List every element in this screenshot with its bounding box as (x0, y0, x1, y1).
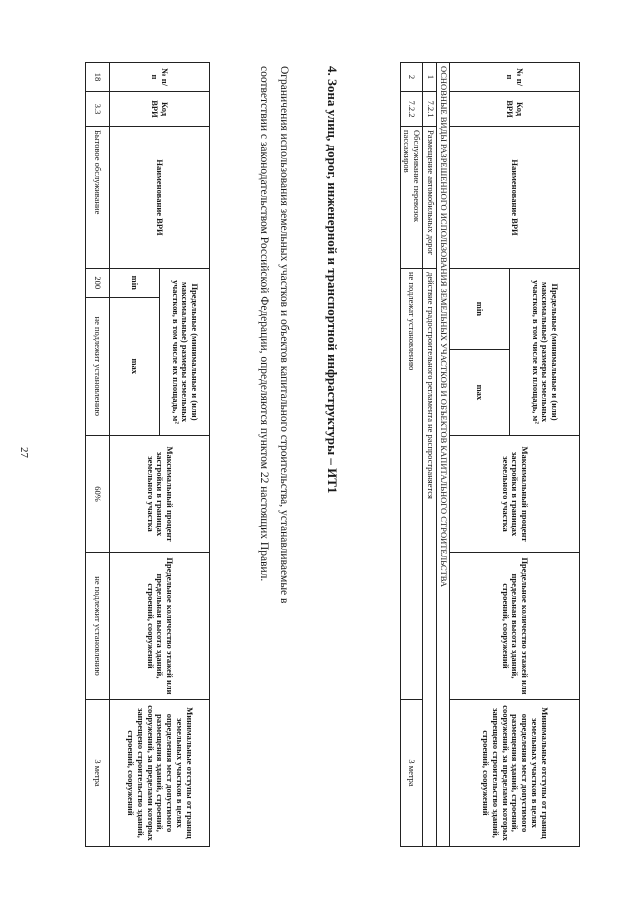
row-code: 7.2.1 (423, 92, 437, 127)
table-row (86, 63, 110, 847)
row-name: Размещение автомобильных дорог (423, 127, 437, 269)
section-band: ОСНОВНЫЕ ВИДЫ РАЗРЕШЕННОГО ИСПОЛЬЗОВАНИЯ ЗЕМЕЛЬНЫХ УЧАСТКОВ И ОБЪЕКТОВ КАПИТАЛЬНОГО СТРОИТЕЛЬСТВА (437, 63, 450, 847)
table-zone-it1 (400, 62, 580, 847)
row-setback: 3 метра (400, 700, 423, 847)
header-num: № п/п (450, 63, 580, 92)
row-code: 7.2.2 (400, 92, 423, 127)
page-number: 27 (18, 447, 30, 458)
header-num: № п/п (110, 63, 210, 92)
header-code: Код ВРИ (450, 92, 580, 127)
header-setback: Минимальные отступы от границ земельных участков в целях определения мест допустимого размещения зданий, строений, сооружений, за пределами которых запрещено строительство зданий, строений, сооружений (450, 700, 580, 847)
table-zone-previous (85, 62, 210, 847)
header-floors: Предельное количество этажей или предельная высота зданий, строений, сооружений (110, 553, 210, 700)
row-merged: не подлежат установлению (400, 269, 423, 700)
header-min: min (110, 269, 160, 298)
row-num: 18 (86, 63, 110, 92)
row-setback: 3 метра (86, 700, 110, 847)
section-title: 4. Зона улиц, дорог, инженерной и транспортной инфраструктуры – ИТ1 (325, 66, 340, 494)
row-num: 1 (423, 63, 437, 92)
row-num: 2 (400, 63, 423, 92)
header-size-group: Предельные (минимальные и (или) максимальные) размеры земельных участков, в том числе их площадь, м² (160, 269, 210, 436)
table-row (400, 63, 423, 847)
table-row (423, 63, 437, 847)
header-setback: Минимальные отступы от границ земельных участков в целях определения мест допустимого размещения зданий, строений, сооружений, за пределами которых запрещено строительство зданий, строений, сооружений (110, 700, 210, 847)
header-min: min (450, 269, 510, 350)
header-size-group: Предельные (минимальные и (или) максимальные) размеры земельных участков, в том числе их площадь, м² (510, 269, 580, 436)
header-name: Наименование ВРИ (450, 127, 580, 269)
row-merged: действие градостроительного регламента не распространяется (423, 269, 437, 847)
paragraph-line-2: соответствии с законодательством Российской Федерации, определяются пунктом 22 настоящих Правил. (258, 66, 270, 582)
row-code: 3.3 (86, 92, 110, 127)
row-floors: не подлежит установлению (86, 553, 110, 700)
header-name: Наименование ВРИ (110, 127, 210, 269)
row-name: Бытовое обслуживание (86, 127, 110, 269)
row-max: не подлежит установлению (86, 297, 110, 435)
row-min: 200 (86, 269, 110, 298)
paragraph-line-1: Ограничения использования земельных участков и объектов капитального строительства, устанавливаемые в (278, 66, 290, 604)
row-percent: 60% (86, 436, 110, 553)
header-percent: Максимальный процент застройки в границах земельного участка (450, 436, 580, 553)
row-name: Обслуживание перевозок пассажиров (400, 127, 423, 269)
header-percent: Максимальный процент застройки в границах земельного участка (110, 436, 210, 553)
header-max: max (110, 297, 160, 435)
header-code: Код ВРИ (110, 92, 210, 127)
header-floors: Предельное количество этажей или предельная высота зданий, строений, сооружений (450, 553, 580, 700)
header-max: max (450, 349, 510, 435)
